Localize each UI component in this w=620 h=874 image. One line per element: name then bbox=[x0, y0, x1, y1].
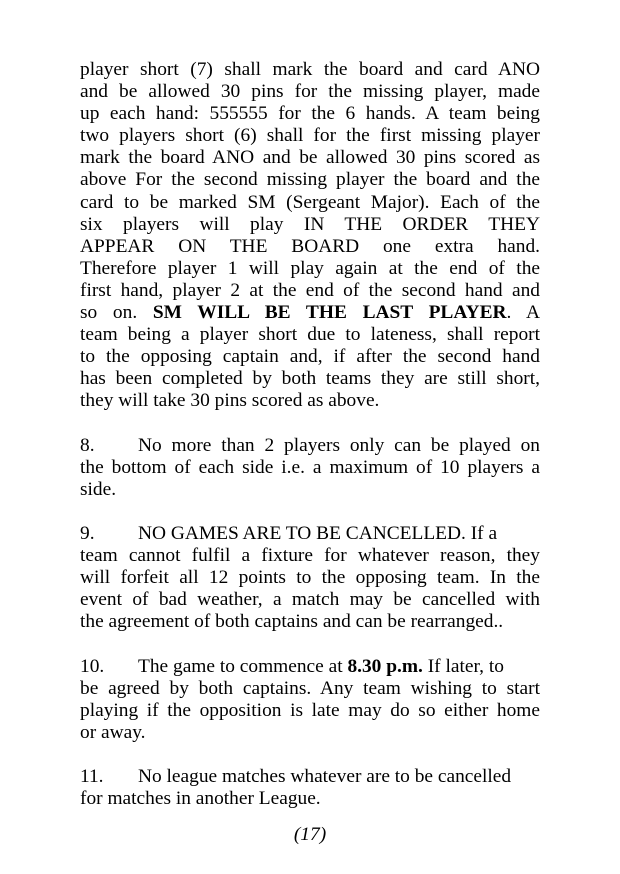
bold-text: SM WILL BE THE LAST PLAYER bbox=[152, 302, 507, 324]
text-line: playing if the opposition is late may do so either home bbox=[80, 699, 540, 721]
text-line: team cannot fulfil a fixture for whatever reason, they bbox=[80, 545, 540, 567]
text-fragment: . A bbox=[506, 302, 540, 324]
text-line: two players short (6) shall for the first missing player bbox=[80, 125, 540, 147]
paragraph-9 bbox=[80, 523, 540, 633]
document-page bbox=[80, 59, 540, 810]
text-line: be agreed by both captains. Any team wishing to start bbox=[80, 677, 540, 699]
text-fragment: so on. bbox=[80, 302, 153, 324]
bold-text: 8.30 p.m. bbox=[347, 655, 423, 677]
paragraph-number: 9. bbox=[80, 522, 95, 544]
text-line bbox=[80, 435, 540, 457]
text-line: mark the board ANO and be allowed 30 pins scored as bbox=[80, 147, 540, 169]
paragraph-7-continuation bbox=[80, 59, 540, 413]
text-line: to the opposing captain and, if after the second hand bbox=[80, 346, 540, 368]
text-line: player short (7) shall mark the board and card ANO bbox=[80, 59, 540, 80]
text-line: side. bbox=[80, 478, 117, 500]
text-line: and be allowed 30 pins for the missing player, made bbox=[80, 81, 540, 103]
text-line: the bottom of each side i.e. a maximum of 10 players a bbox=[80, 456, 540, 478]
text-line: has been completed by both teams they are still short, bbox=[80, 368, 540, 390]
text-line: or away. bbox=[80, 721, 146, 743]
paragraph-11 bbox=[80, 766, 540, 810]
text-line: for matches in another League. bbox=[80, 788, 321, 810]
paragraph-8 bbox=[80, 435, 540, 501]
paragraph-number: 8. bbox=[80, 434, 95, 456]
text-line: Therefore player 1 will play again at the end of the bbox=[80, 257, 540, 279]
text-fragment: NO GAMES ARE TO BE CANCELLED. If a bbox=[138, 522, 498, 544]
paragraph-number: 11. bbox=[80, 766, 104, 787]
text-fragment: The game to commence at bbox=[138, 655, 348, 677]
text-line bbox=[80, 523, 540, 545]
text-line: first hand, player 2 at the end of the second hand and bbox=[80, 279, 540, 301]
text-line: will forfeit all 12 points to the opposing team. In the bbox=[80, 567, 540, 589]
text-fragment: No more than 2 players only can be played on bbox=[138, 434, 540, 456]
page-number: (17) bbox=[293, 824, 327, 845]
text-line bbox=[80, 656, 540, 678]
text-fragment: No league matches whatever are to be cancelled bbox=[138, 766, 512, 787]
text-line bbox=[80, 302, 540, 324]
text-line: up each hand: 555555 for the 6 hands. A team being bbox=[80, 103, 540, 125]
text-line: APPEAR ON THE BOARD one extra hand. bbox=[80, 235, 540, 257]
text-line: event of bad weather, a match may be cancelled with bbox=[80, 589, 540, 611]
text-line: above For the second missing player the board and the bbox=[80, 169, 540, 191]
text-line: they will take 30 pins scored as above. bbox=[80, 390, 380, 412]
text-fragment: If later, to bbox=[422, 655, 504, 677]
text-line bbox=[80, 766, 540, 788]
text-line: six players will play IN THE ORDER THEY bbox=[80, 213, 540, 235]
text-line: card to be marked SM (Sergeant Major). Each of the bbox=[80, 191, 540, 213]
text-line: the agreement of both captains and can be rearranged.. bbox=[80, 611, 504, 633]
text-line: team being a player short due to lateness, shall report bbox=[80, 324, 540, 346]
paragraph-number: 10. bbox=[80, 655, 105, 677]
paragraph-10 bbox=[80, 656, 540, 744]
